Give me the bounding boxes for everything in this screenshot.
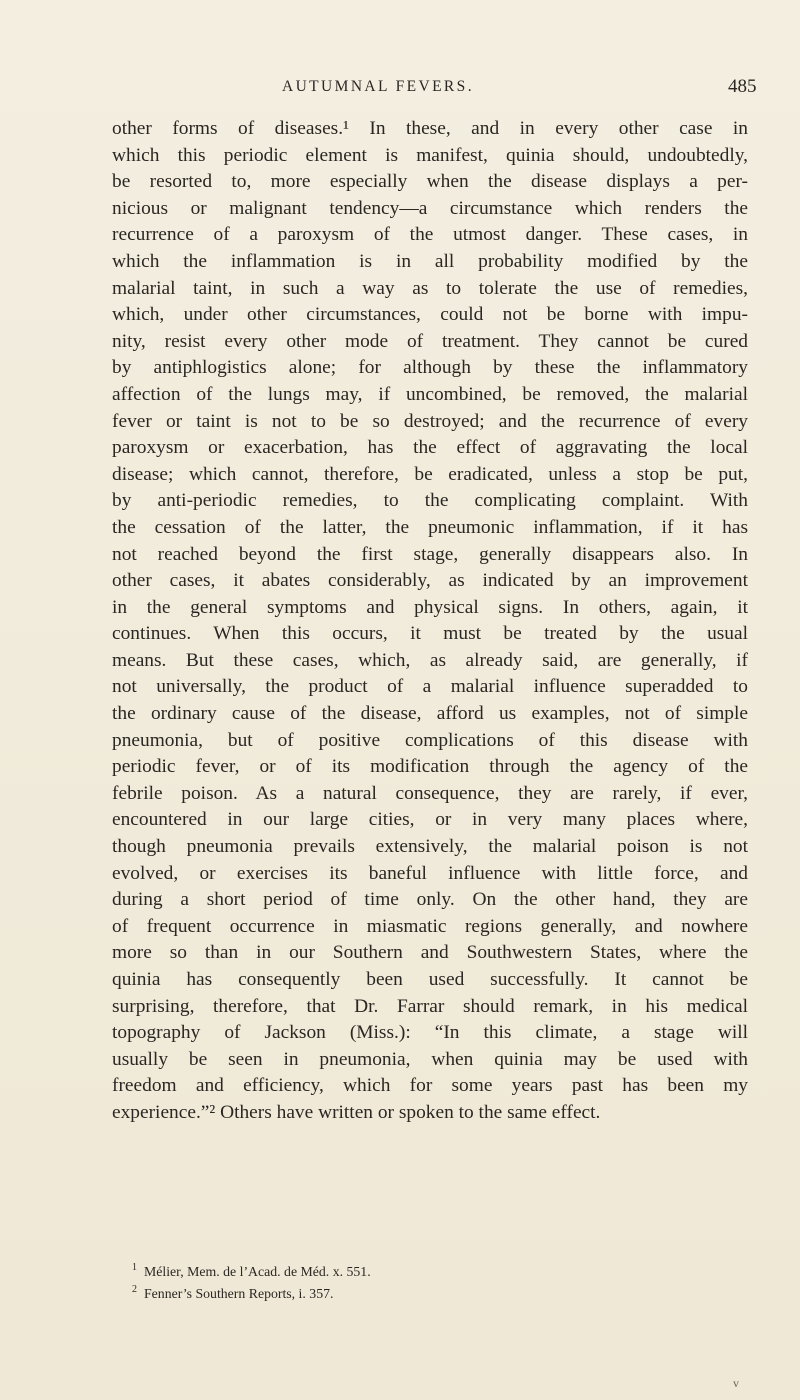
text-line: by antiphlogistics alone; for although by these the inflammatory xyxy=(112,357,748,379)
text-line: be resorted to, more especially when the disease displays a per- xyxy=(112,171,748,193)
text-line: in the general symptoms and physical signs. In others, again, it xyxy=(112,596,748,618)
text-line: experience.”² Others have written or spoken to the same effect. xyxy=(112,1101,601,1123)
footnotes xyxy=(132,1261,704,1305)
text-line: pneumonia, but of positive complications of this disease with xyxy=(112,729,748,751)
footnote xyxy=(132,1261,704,1283)
text-line: freedom and efficiency, which for some years past has been my xyxy=(112,1075,748,1097)
text-line: of frequent occurrence in miasmatic regions generally, and nowhere xyxy=(112,915,748,937)
text-line: encountered in our large cities, or in very many places where, xyxy=(112,809,748,831)
text-line: disease; which cannot, therefore, be eradicated, unless a stop be put, xyxy=(112,463,748,485)
footnote-text: Fenner’s Southern Reports, i. 357. xyxy=(144,1286,334,1301)
text-line: paroxysm or exacerbation, has the effect of aggravating the local xyxy=(112,437,748,459)
text-line: not reached beyond the first stage, generally disappears also. In xyxy=(112,543,748,565)
text-line: nicious or malignant tendency—a circumstance which renders the xyxy=(112,197,748,219)
text-line: other cases, it abates considerably, as indicated by an improvement xyxy=(112,570,748,592)
text-line: during a short period of time only. On the other hand, they are xyxy=(112,889,748,911)
text-line: recurrence of a paroxysm of the utmost danger. These cases, in xyxy=(112,224,748,246)
text-line: affection of the lungs may, if uncombined, be removed, the malarial xyxy=(112,383,748,405)
text-line: which the inflammation is in all probability modified by the xyxy=(112,250,748,272)
footnote-text: Mélier, Mem. de l’Acad. de Méd. x. 551. xyxy=(144,1264,371,1279)
text-line: malarial taint, in such a way as to tolerate the use of remedies, xyxy=(112,277,748,299)
text-line: fever or taint is not to be so destroyed; and the recurrence of every xyxy=(112,410,748,432)
page-number: 485 xyxy=(728,76,757,97)
text-line: the ordinary cause of the disease, afford us examples, not of simple xyxy=(112,703,748,725)
text-line: surprising, therefore, that Dr. Farrar should remark, in his medical xyxy=(112,995,748,1017)
body-text xyxy=(112,116,748,1127)
footnote-mark: 1 xyxy=(132,1262,137,1273)
corner-mark: v xyxy=(733,1376,739,1390)
text-line: other forms of diseases.¹ In these, and in every other case in xyxy=(112,118,748,139)
text-line: quinia has consequently been used successfully. It cannot be xyxy=(112,969,748,990)
footnote xyxy=(132,1283,704,1305)
text-line: not universally, the product of a malarial influence superadded to xyxy=(112,676,748,698)
text-line: though pneumonia prevails extensively, the malarial poison is not xyxy=(112,836,748,858)
text-line: which, under other circumstances, could not be borne with impu- xyxy=(112,304,748,326)
text-line: topography of Jackson (Miss.): “In this climate, a stage will xyxy=(112,1022,748,1044)
text-line: nity, resist every other mode of treatment. They cannot be cured xyxy=(112,330,748,352)
text-line: febrile poison. As a natural consequence, they are rarely, if ever, xyxy=(112,782,748,804)
running-header xyxy=(0,78,800,102)
text-line: which this periodic element is manifest, quinia should, undoubtedly, xyxy=(112,144,748,166)
text-line: by anti-periodic remedies, to the complicating complaint. With xyxy=(112,490,748,512)
text-line: continues. When this occurs, it must be treated by the usual xyxy=(112,623,748,645)
footnote-mark: 2 xyxy=(132,1284,137,1295)
text-line: means. But these cases, which, as already said, are generally, if xyxy=(112,649,748,671)
text-line: more so than in our Southern and Southwestern States, where the xyxy=(112,942,748,964)
text-line: evolved, or exercises its baneful influence with little force, and xyxy=(112,862,748,884)
running-title: AUTUMNAL FEVERS. xyxy=(282,78,474,95)
text-line: usually be seen in pneumonia, when quinia may be used with xyxy=(112,1048,748,1070)
text-line: the cessation of the latter, the pneumonic inflammation, if it has xyxy=(112,516,748,538)
text-line: periodic fever, or of its modification through the agency of the xyxy=(112,756,748,778)
